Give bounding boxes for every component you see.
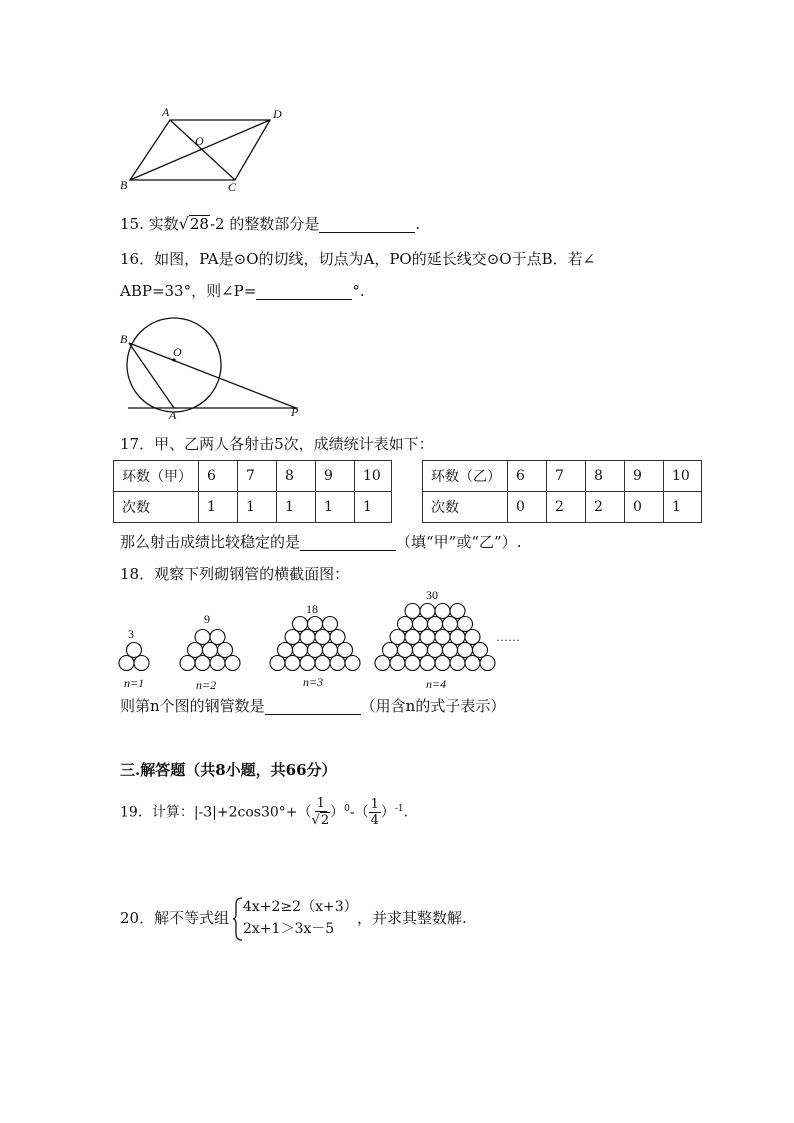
n-label-3: n=3 [303, 675, 324, 689]
yi-r1: 0 [508, 492, 547, 523]
pipe-circle [338, 643, 353, 658]
q19-exp0: 0 [344, 804, 350, 814]
q19-mid: -（ [349, 804, 369, 821]
section-3-title: 三.解答题（共8小题，共66分） [120, 761, 337, 779]
segment-ba [129, 343, 174, 408]
circle-o [127, 318, 221, 412]
jia-r2: 1 [238, 492, 277, 523]
pipe-circle [375, 656, 390, 671]
pipe-circle [398, 643, 413, 658]
yi-r5: 1 [664, 492, 702, 523]
pipe-circle [435, 656, 450, 671]
pipe-count-2: 9 [204, 612, 210, 626]
pipe-circle [345, 656, 360, 671]
table-jia-count-row [114, 492, 392, 523]
q19-exp1: -1 [394, 804, 404, 814]
jia-r5: 1 [355, 492, 392, 523]
q15-prefix: 实数 [148, 215, 179, 233]
label-o-circle: O [173, 345, 182, 359]
yi-h0: 环数（乙） [423, 461, 508, 492]
q18-answer-suffix: （用含n的式子表示） [360, 697, 506, 715]
q15-answer-blank[interactable] [319, 216, 415, 233]
yi-h3: 8 [586, 461, 625, 492]
pipe-circle [420, 630, 435, 645]
pipe-count-4: 30 [426, 588, 438, 602]
pipe-circle [195, 656, 210, 671]
segment-bp [129, 343, 296, 408]
pipe-circle [473, 643, 488, 658]
yi-h5: 10 [664, 461, 702, 492]
pipe-circle [450, 656, 465, 671]
q16-answer-blank[interactable] [256, 283, 352, 300]
q16-line2-prefix: ABP=33°，则∠P= [120, 282, 257, 300]
q15-end: . [415, 215, 421, 233]
pipe-circle [323, 617, 338, 632]
pipe-circle [330, 630, 345, 645]
q19-end: . [403, 804, 409, 821]
pipe-circle [420, 604, 435, 619]
table-jia [113, 460, 392, 523]
q19-frac2-den: 4 [370, 813, 379, 829]
pipe-circle [435, 604, 450, 619]
table-jia-header-row [114, 461, 392, 492]
pipe-circle [435, 630, 450, 645]
figure-steel-pipes [110, 585, 530, 695]
yi-h2: 7 [547, 461, 586, 492]
yi-r0: 次数 [423, 492, 508, 523]
pipe-circle [195, 630, 210, 645]
q19-prefix: 19．计算：|-3|+2cos30°+（ [120, 804, 312, 821]
pipe-circle [285, 630, 300, 645]
pipe-circle [308, 617, 323, 632]
pipe-circle [188, 643, 203, 658]
table-yi [422, 460, 702, 523]
jia-h2: 7 [238, 461, 277, 492]
pipe-circle [428, 643, 443, 658]
pipe-circle [390, 630, 405, 645]
q15-radicand: 28 [189, 215, 209, 233]
pipe-circle [390, 656, 405, 671]
pipe-circle [225, 656, 240, 671]
q16-line2-suffix: °. [352, 282, 365, 300]
pipe-circle [210, 656, 225, 671]
n-label-1: n=1 [124, 676, 145, 690]
jia-r0: 次数 [114, 492, 199, 523]
pipe-circle [443, 617, 458, 632]
q20-inequality-system [243, 896, 358, 940]
pipe-circle [315, 656, 330, 671]
pipe-circle [323, 643, 338, 658]
pipe-circle [480, 656, 495, 671]
pipe-circle [285, 656, 300, 671]
pipe-circle [398, 617, 413, 632]
pipe-circle [134, 656, 149, 671]
pipe-circle [450, 604, 465, 619]
yi-r3: 2 [586, 492, 625, 523]
pipe-circle [210, 630, 225, 645]
question-18-intro: 18．观察下列砌钢管的横截面图： [120, 565, 350, 583]
table-yi-header-row [423, 461, 702, 492]
label-c: C [228, 180, 237, 194]
label-b: B [120, 178, 128, 192]
pipe-circle [465, 656, 480, 671]
q15-minus: -2 [209, 215, 225, 233]
pipe-circle [300, 656, 315, 671]
label-o: O [195, 134, 204, 148]
q19-frac1-den: √2 [311, 813, 330, 829]
q19-fraction-1 [312, 796, 331, 829]
q19-frac2-num: 1 [370, 797, 379, 813]
q18-answer-prefix: 则第n个图的钢管数是 [120, 697, 265, 715]
pipe-circle [203, 643, 218, 658]
question-17-intro: 17．甲、乙两人各射击5次，成绩统计表如下： [120, 435, 434, 453]
yi-h1: 6 [508, 461, 547, 492]
pipe-circle [293, 643, 308, 658]
question-18-answer [120, 696, 505, 716]
q18-answer-blank[interactable] [265, 698, 361, 715]
pipe-circle [300, 630, 315, 645]
q17-answer-prefix: 那么射击成绩比较稳定的是 [120, 533, 301, 551]
figure-circle-tangent [110, 308, 310, 423]
pipe-count-1: 3 [128, 627, 134, 641]
q15-number: 15. [120, 215, 144, 233]
pipe-circle [330, 656, 345, 671]
q17-answer-suffix: （填“甲”或“乙”）. [396, 533, 522, 551]
jia-h1: 6 [199, 461, 238, 492]
jia-h5: 10 [355, 461, 392, 492]
pipe-circle [458, 617, 473, 632]
label-p-circle: P [291, 405, 299, 419]
pipe-circle [428, 617, 443, 632]
q19-frac1-num: 1 [316, 796, 325, 812]
pipe-circle [450, 630, 465, 645]
q19-fraction-2 [369, 797, 381, 828]
question-20-prefix: 20．解不等式组 [120, 909, 230, 927]
question-16-line1: 16．如图，PA是⊙O的切线，切点为A，PO的延长线交⊙O于点B．若∠ [120, 250, 596, 268]
question-15: 15. 实数√28-2 的整数部分是 . [120, 214, 421, 233]
label-b-circle: B [120, 332, 128, 346]
pipe-circle [119, 656, 134, 671]
jia-r1: 1 [199, 492, 238, 523]
q20-inequality-2: 2x+1＞3x－5 [243, 921, 335, 937]
diagonal-ac [170, 120, 235, 180]
pipe-circle [308, 643, 323, 658]
pipe-circle [405, 656, 420, 671]
pipe-count-3: 18 [306, 602, 318, 616]
q15-suffix: 的整数部分是 [229, 215, 320, 233]
pipe-circle [218, 643, 233, 658]
question-19: 19．计算：|-3|+2cos30°+（ $\frac{1}{√2}$ ）$^0$-（ $\frac{1}{4}$ ）$^{-1}$. [120, 796, 409, 829]
yi-r4: 0 [625, 492, 664, 523]
pipe-circle [270, 656, 285, 671]
jia-h0: 环数（甲） [114, 461, 199, 492]
q17-answer-blank[interactable] [300, 534, 396, 551]
label-d: D [273, 107, 282, 121]
jia-r3: 1 [277, 492, 316, 523]
label-a-circle: A [169, 408, 177, 422]
q20-inequality-1: 4x+2≥2（x+3） [243, 899, 358, 915]
n-label-4: n=4 [426, 677, 447, 691]
table-yi-count-row [423, 492, 702, 523]
jia-h4: 9 [316, 461, 355, 492]
jia-h3: 8 [277, 461, 316, 492]
label-a: A [162, 105, 170, 119]
q19-frac1-den-root: 2 [320, 813, 330, 829]
pipe-circle [443, 643, 458, 658]
pipe-circle [458, 643, 473, 658]
question-20-suffix: ，并求其整数解. [357, 909, 467, 927]
pipe-circle [180, 656, 195, 671]
pipe-circle [420, 656, 435, 671]
pipe-circle [293, 617, 308, 632]
figure-parallelogram [110, 100, 300, 195]
pipe-circle [413, 643, 428, 658]
pipe-circle [413, 617, 428, 632]
question-17-answer [120, 532, 521, 552]
diagonal-bd [130, 120, 270, 180]
yi-r2: 2 [547, 492, 586, 523]
pipe-circle [465, 630, 480, 645]
pipes-ellipsis: …… [496, 630, 520, 644]
pipe-circle [127, 643, 142, 658]
yi-h4: 9 [625, 461, 664, 492]
pipe-circle [405, 630, 420, 645]
jia-r4: 1 [316, 492, 355, 523]
pipe-circle [315, 630, 330, 645]
question-16-line2 [120, 281, 365, 301]
pipe-circle [405, 604, 420, 619]
n-label-2: n=2 [196, 678, 217, 692]
pipe-circle [383, 643, 398, 658]
pipe-circle [278, 643, 293, 658]
